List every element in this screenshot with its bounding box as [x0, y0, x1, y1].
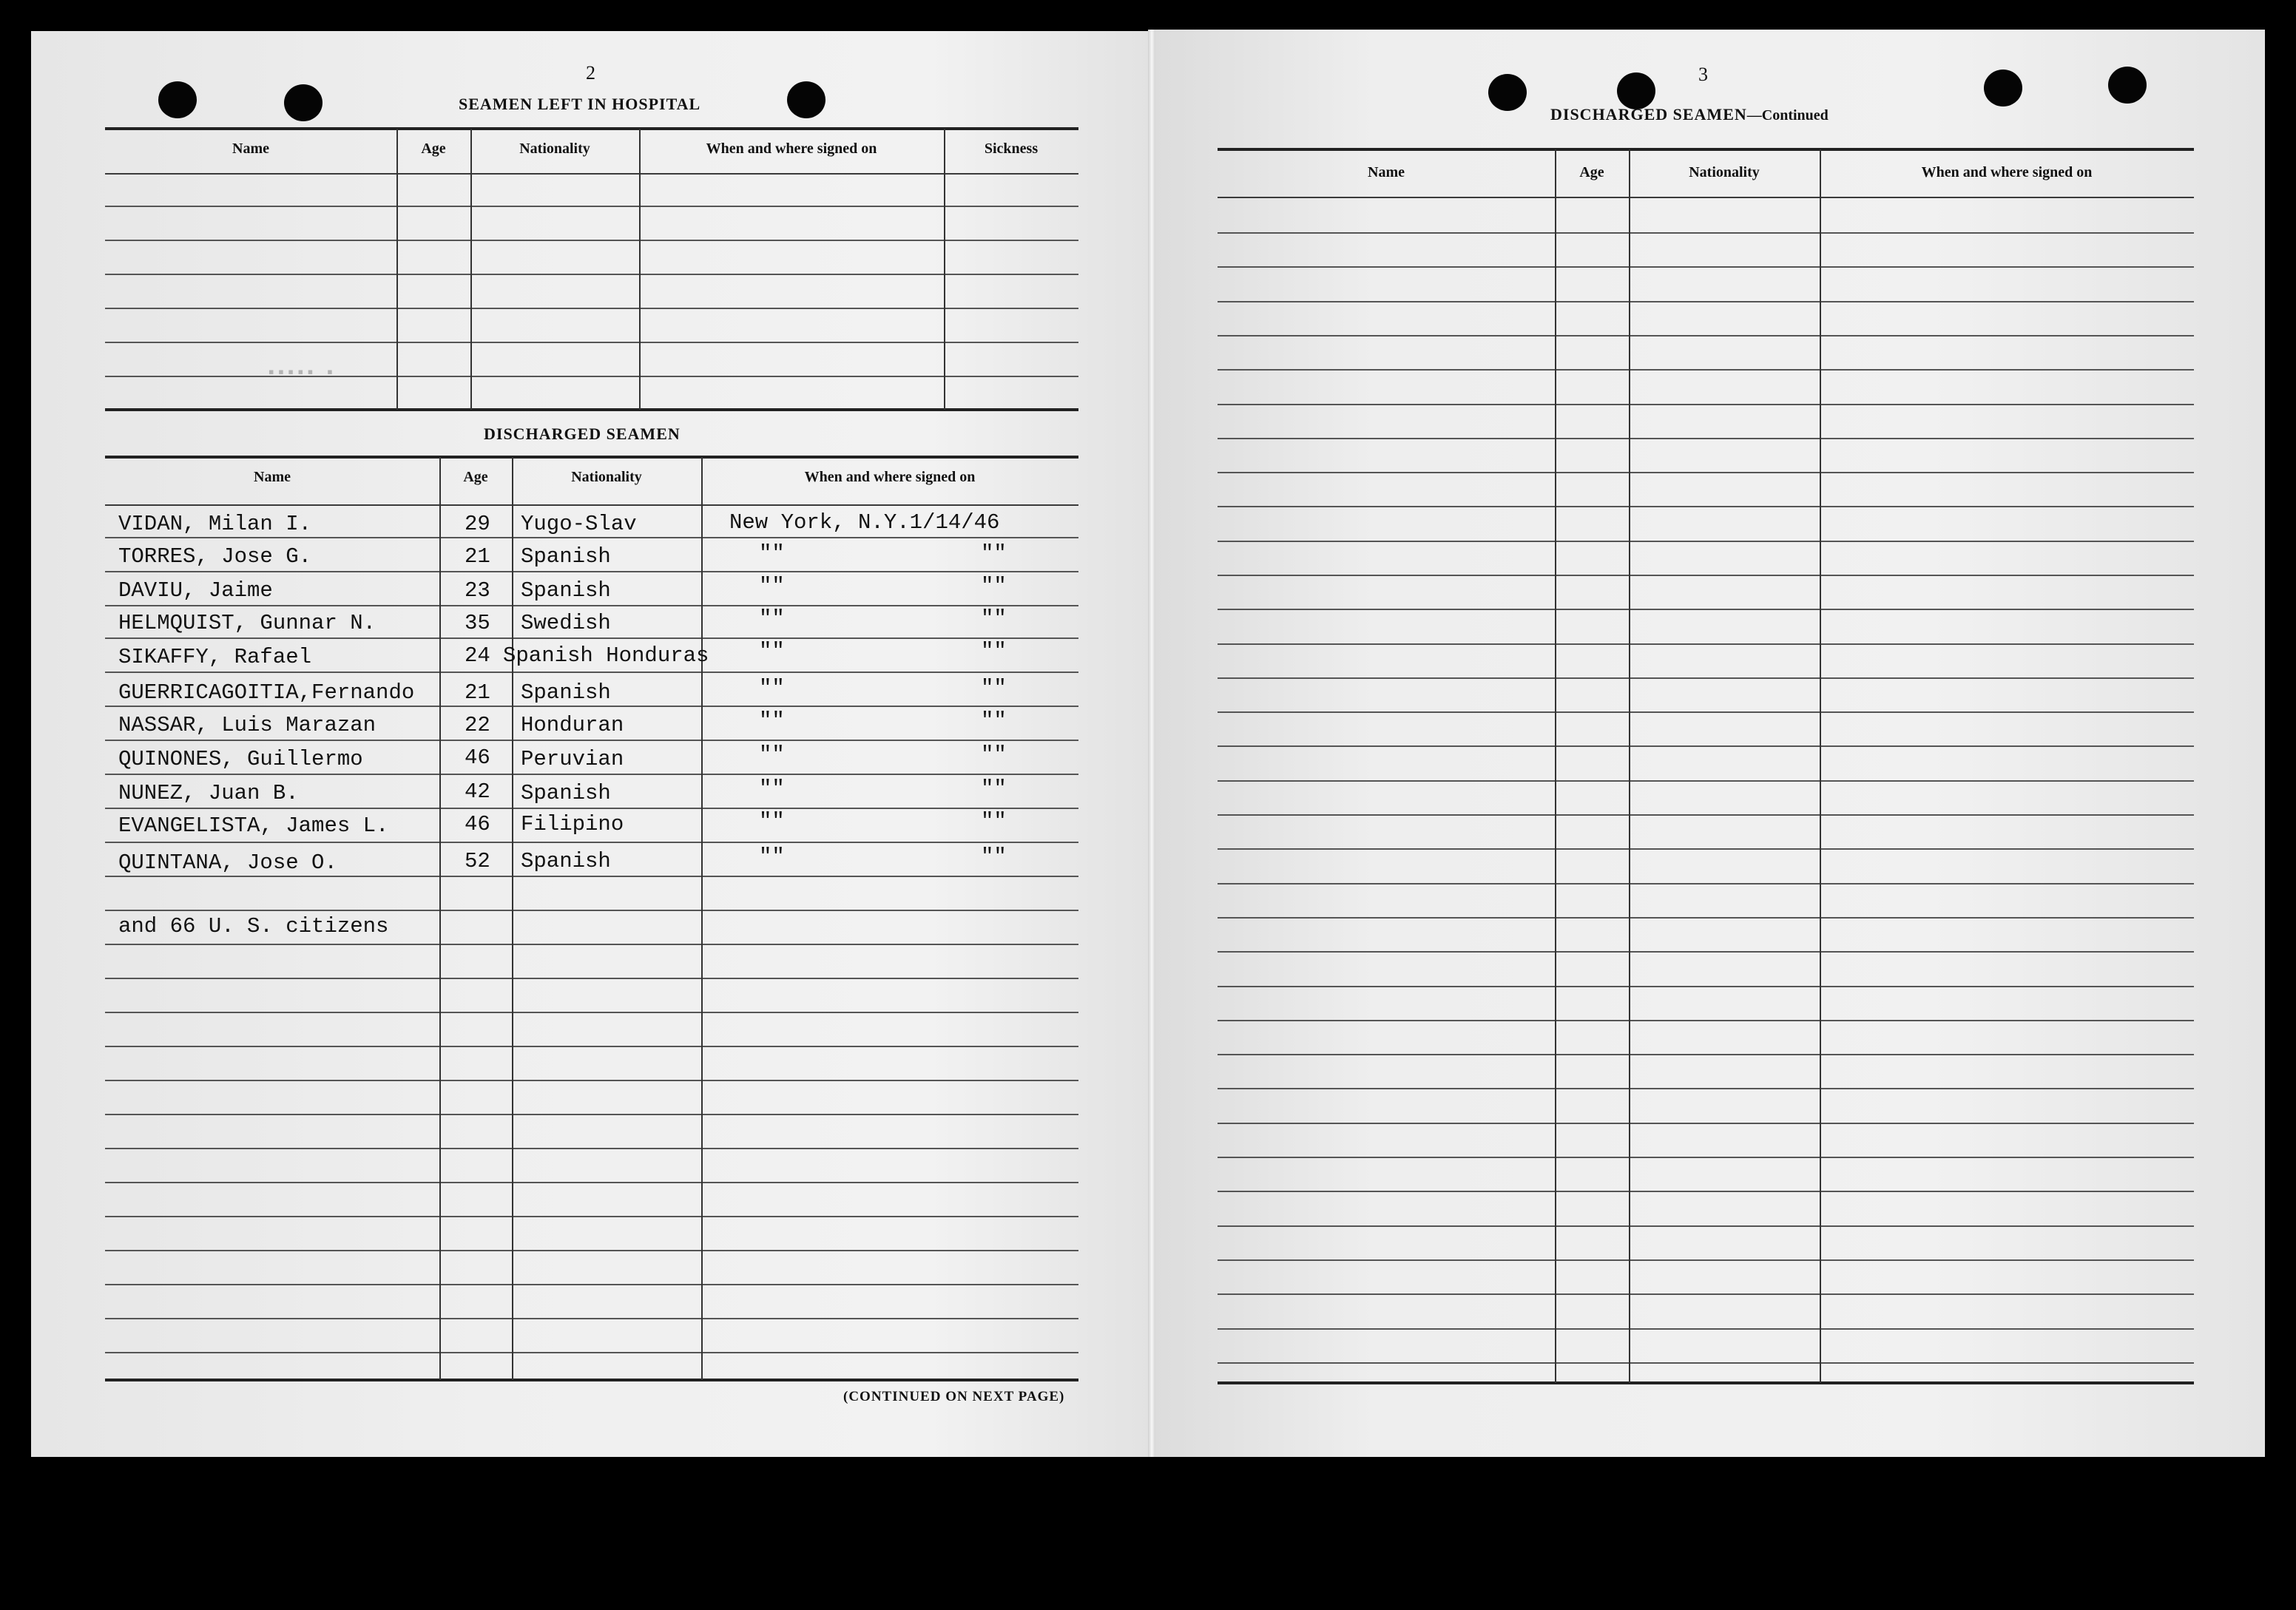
discharged-row-rule [105, 1046, 1078, 1047]
ditto-mark: "" [981, 845, 1007, 869]
discharged-row-rule [105, 672, 1078, 673]
discharged-row-rule [105, 774, 1078, 775]
continued-col-when-where: When and where signed on [1921, 164, 2093, 180]
continued-row-rule [1218, 1054, 2194, 1055]
punch-hole [2108, 67, 2147, 104]
continued-col-divider [1820, 149, 1821, 1383]
discharged-col-divider [701, 457, 703, 1380]
seaman-age: 21 [465, 680, 490, 705]
hospital-row-rule [105, 206, 1078, 207]
seaman-name: HELMQUIST, Gunnar N. [118, 611, 377, 635]
continued-row-rule [1218, 301, 2194, 302]
seaman-name: NASSAR, Luis Marazan [118, 713, 377, 737]
seaman-signed-on: "" [759, 606, 785, 631]
hospital-row-rule [105, 308, 1078, 309]
discharged-row-rule [105, 605, 1078, 606]
discharged-row-rule [105, 637, 1078, 639]
discharged-table-bottom-rule [105, 1379, 1078, 1381]
seaman-age: 46 [465, 745, 490, 770]
seaman-age: 22 [465, 713, 490, 737]
hospital-row-rule [105, 240, 1078, 241]
title-suffix: —Continued [1746, 107, 1829, 124]
continued-row-rule [1218, 677, 2194, 679]
continued-row-rule [1218, 1362, 2194, 1364]
hospital-col-divider [396, 129, 398, 410]
seaman-age: 52 [465, 849, 490, 873]
continued-row-rule [1218, 745, 2194, 747]
continued-row-rule [1218, 266, 2194, 268]
ditto-mark: "" [981, 743, 1007, 767]
continued-row-rule [1218, 1328, 2194, 1330]
discharged-col-name: Name [254, 469, 291, 485]
seaman-signed-on: "" [759, 541, 785, 566]
discharged-row-rule [105, 1250, 1078, 1251]
continued-row-rule [1218, 848, 2194, 850]
continued-row-rule [1218, 609, 2194, 610]
hospital-col-divider [639, 129, 641, 410]
hospital-table-top-rule [105, 127, 1078, 130]
punch-hole [158, 81, 197, 118]
ditto-mark: "" [981, 541, 1007, 566]
continued-col-nationality: Nationality [1689, 164, 1760, 180]
discharged-row-rule [105, 1182, 1078, 1183]
continued-row-rule [1218, 986, 2194, 987]
discharged-col-age: Age [463, 469, 488, 485]
right-page [1152, 30, 2265, 1457]
discharged-row-rule [105, 978, 1078, 979]
discharged-table-top-rule [105, 456, 1078, 459]
continued-row-rule [1218, 883, 2194, 885]
continued-row-rule [1218, 814, 2194, 816]
seaman-nationality: Yugo-Slav [521, 512, 637, 536]
discharged-row-rule [105, 571, 1078, 572]
seaman-signed-on: "" [759, 639, 785, 663]
punch-hole [1488, 74, 1527, 111]
hospital-col-divider [470, 129, 472, 410]
continued-row-rule [1218, 1123, 2194, 1124]
discharged-row-rule [105, 1352, 1078, 1353]
hospital-col-age: Age [421, 141, 446, 157]
seaman-name: VIDAN, Milan I. [118, 512, 312, 536]
hospital-col-sickness: Sickness [984, 141, 1039, 157]
continued-row-rule [1218, 369, 2194, 371]
seaman-age: 24 [465, 643, 490, 668]
hospital-section-title: SEAMEN LEFT IN HOSPITAL [459, 95, 701, 113]
page-fold [1148, 30, 1155, 1457]
punch-hole [284, 84, 323, 121]
hospital-row-rule [105, 173, 1078, 175]
seaman-signed-on: "" [759, 809, 785, 833]
punch-hole [1617, 72, 1655, 109]
continued-col-divider [1629, 149, 1630, 1383]
hospital-row-rule [105, 342, 1078, 343]
seaman-age: 29 [465, 512, 490, 536]
seaman-signed-on: "" [759, 676, 785, 700]
continued-row-rule [1218, 472, 2194, 473]
hospital-row-rule [105, 274, 1078, 275]
ditto-mark: "" [981, 676, 1007, 700]
seaman-age: 23 [465, 578, 490, 603]
discharged-row-rule [105, 1080, 1078, 1081]
seaman-nationality: Honduran [521, 713, 624, 737]
continued-col-age: Age [1579, 164, 1604, 180]
seaman-nationality: Peruvian [521, 747, 624, 771]
continued-row-rule [1218, 780, 2194, 782]
discharged-col-nationality: Nationality [571, 469, 642, 485]
discharged-row-rule [105, 1012, 1078, 1013]
hospital-col-when-where: When and where signed on [706, 141, 877, 157]
hospital-row-rule [105, 376, 1078, 377]
discharged-row-rule [105, 910, 1078, 911]
ditto-mark: "" [981, 809, 1007, 833]
continued-row-rule [1218, 1293, 2194, 1295]
discharged-row-rule [105, 808, 1078, 809]
continued-col-divider [1555, 149, 1556, 1383]
seaman-nationality: Swedish [521, 611, 611, 635]
continued-row-rule [1218, 1225, 2194, 1227]
seaman-name: SIKAFFY, Rafael [118, 645, 312, 669]
ditto-mark: "" [981, 708, 1007, 733]
seaman-age: 21 [465, 544, 490, 569]
seaman-nationality: Filipino [521, 812, 624, 836]
offset-ink-smudge: ▪▪▪▪▪ ▪ [266, 364, 335, 382]
hospital-col-name: Name [232, 141, 269, 157]
seaman-signed-on: New York, N.Y.1/14/46 [729, 510, 1000, 535]
seaman-signed-on: "" [759, 845, 785, 869]
seaman-nationality: Spanish [521, 849, 611, 873]
seaman-signed-on: "" [759, 743, 785, 767]
seaman-nationality: Spanish [521, 781, 611, 805]
seaman-age: 35 [465, 611, 490, 635]
continued-footer: (CONTINUED ON NEXT PAGE) [843, 1389, 1065, 1404]
continued-row-rule [1218, 951, 2194, 953]
continued-col-name: Name [1368, 164, 1405, 180]
seaman-name: GUERRICAGOITIA,Fernando [118, 680, 415, 705]
discharged-col-divider [439, 457, 441, 1380]
discharged-row-rule [105, 1148, 1078, 1149]
continued-table-bottom-rule [1218, 1381, 2194, 1384]
seaman-name: DAVIU, Jaime [118, 578, 273, 603]
seaman-name: TORRES, Jose G. [118, 544, 312, 569]
continued-table-top-rule [1218, 148, 2194, 151]
seaman-nationality: Spanish [521, 680, 611, 705]
continued-row-rule [1218, 232, 2194, 234]
discharged-row-rule [105, 1284, 1078, 1285]
punch-hole [787, 81, 825, 118]
continued-row-rule [1218, 643, 2194, 645]
discharged-col-divider [512, 457, 513, 1380]
discharged-row-rule [105, 1114, 1078, 1115]
continued-row-rule [1218, 506, 2194, 507]
seaman-nationality: Spanish [521, 544, 611, 569]
us-citizens-summary: and 66 U. S. citizens [118, 914, 389, 938]
discharged-row-rule [105, 1318, 1078, 1319]
page-number-left: 2 [586, 62, 595, 84]
ditto-mark: "" [981, 639, 1007, 663]
seaman-name: QUINTANA, Jose O. [118, 850, 337, 875]
hospital-col-divider [944, 129, 945, 410]
continued-row-rule [1218, 335, 2194, 336]
seaman-nationality: Spanish Honduras [503, 643, 709, 668]
discharged-header-rule [105, 504, 1078, 506]
continued-header-rule [1218, 197, 2194, 198]
hospital-col-nationality: Nationality [519, 141, 590, 157]
continued-row-rule [1218, 1157, 2194, 1158]
page-number-right: 3 [1698, 64, 1708, 85]
seaman-name: NUNEZ, Juan B. [118, 781, 299, 805]
continued-row-rule [1218, 1020, 2194, 1021]
discharged-continued-title [1550, 105, 1829, 124]
seaman-signed-on: "" [759, 777, 785, 801]
seaman-name: EVANGELISTA, James L. [118, 814, 389, 838]
discharged-row-rule [105, 537, 1078, 538]
continued-row-rule [1218, 711, 2194, 713]
punch-hole [1984, 70, 2022, 106]
continued-row-rule [1218, 575, 2194, 576]
seaman-signed-on: "" [759, 574, 785, 598]
ditto-mark: "" [981, 777, 1007, 801]
discharged-row-rule [105, 1216, 1078, 1217]
ditto-mark: "" [981, 606, 1007, 631]
seaman-age: 46 [465, 812, 490, 836]
discharged-section-title: DISCHARGED SEAMEN [484, 425, 681, 443]
continued-row-rule [1218, 438, 2194, 439]
continued-row-rule [1218, 1191, 2194, 1192]
discharged-row-rule [105, 876, 1078, 877]
title-main: DISCHARGED SEAMEN [1550, 105, 1747, 124]
seaman-nationality: Spanish [521, 578, 611, 603]
seaman-name: QUINONES, Guillermo [118, 747, 363, 771]
continued-row-rule [1218, 1259, 2194, 1261]
seaman-signed-on: "" [759, 708, 785, 733]
continued-row-rule [1218, 404, 2194, 405]
ditto-mark: "" [981, 574, 1007, 598]
seaman-age: 42 [465, 779, 490, 804]
discharged-col-when-where: When and where signed on [804, 469, 976, 485]
discharged-row-rule [105, 842, 1078, 843]
discharged-row-rule [105, 740, 1078, 741]
continued-row-rule [1218, 1088, 2194, 1089]
continued-row-rule [1218, 541, 2194, 542]
discharged-row-rule [105, 706, 1078, 707]
discharged-row-rule [105, 944, 1078, 945]
hospital-table-bottom-rule [105, 408, 1078, 411]
continued-row-rule [1218, 917, 2194, 919]
